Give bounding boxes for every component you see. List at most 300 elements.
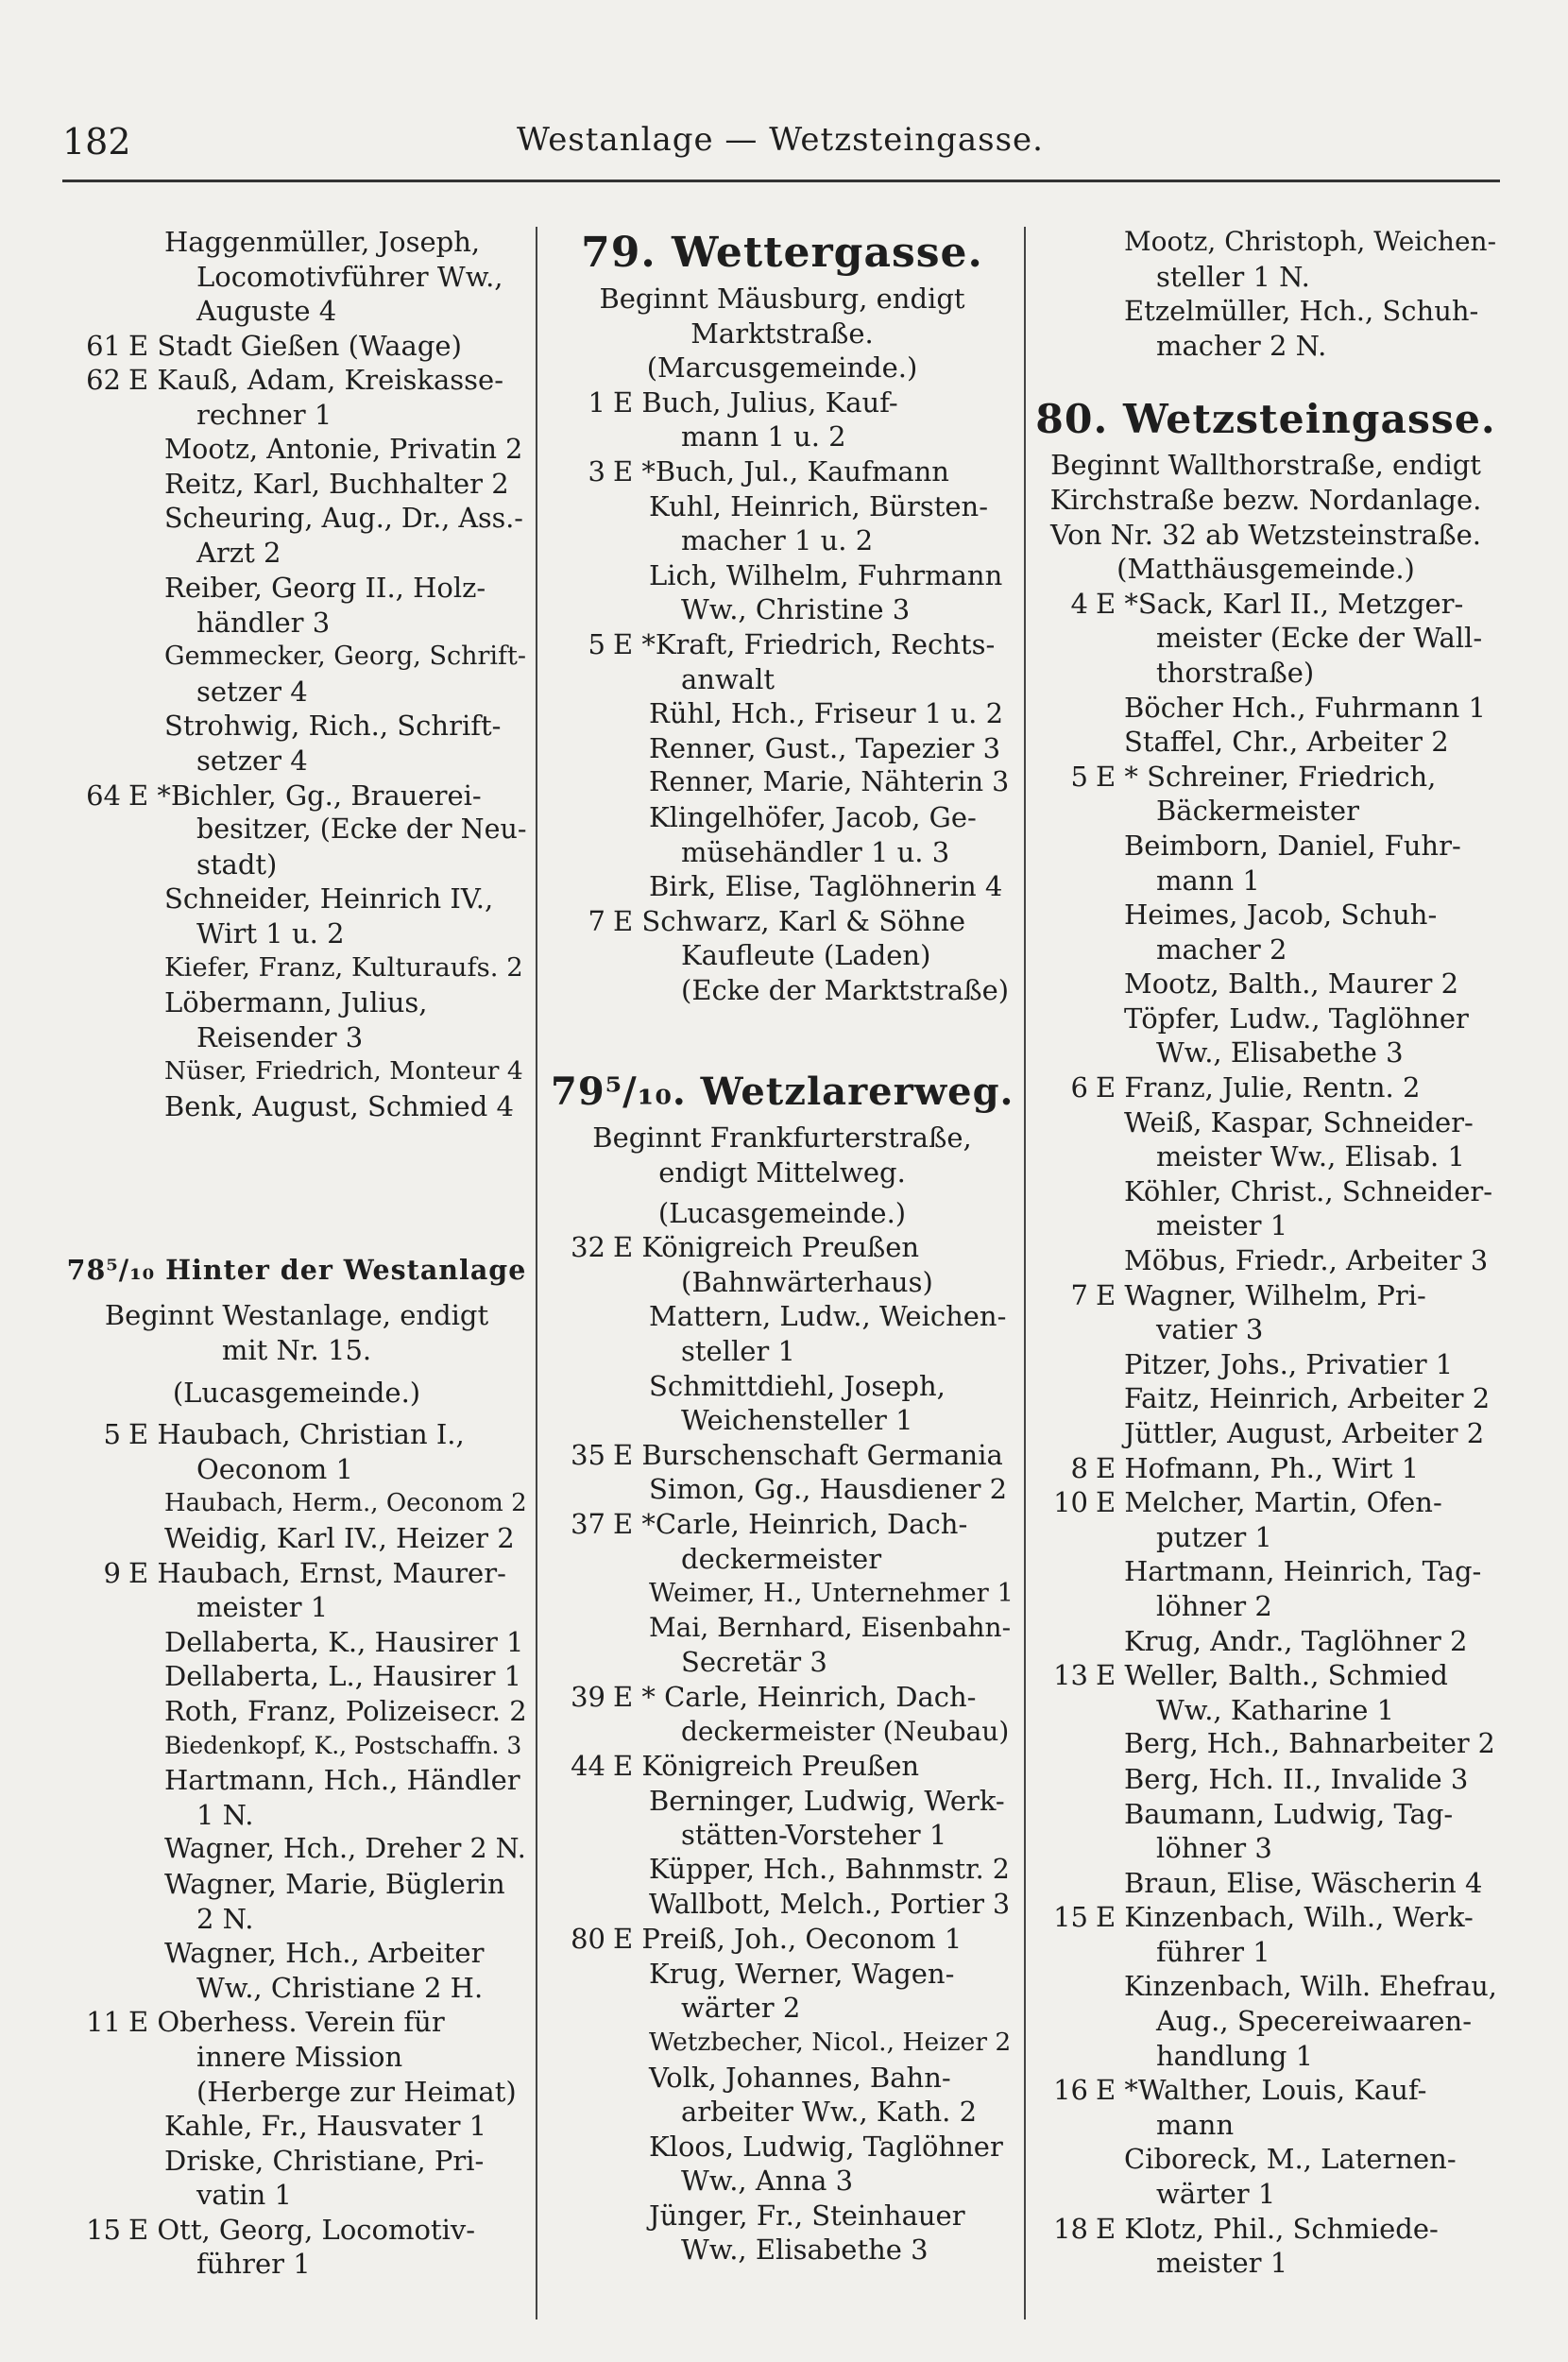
entry-text: E Schwarz, Karl & Söhne bbox=[613, 904, 966, 937]
entry-continuation bbox=[66, 2075, 527, 2110]
entry-text: besitzer, (Ecke der Neu- bbox=[196, 813, 527, 846]
resident-entry bbox=[551, 1611, 1014, 1646]
house-entry bbox=[1033, 587, 1498, 622]
street-description: Beginnt Mäusburg, endigt bbox=[599, 282, 965, 315]
entry-text: Nüser, Friedrich, Monteur 4 bbox=[164, 1056, 523, 1087]
entry-text: E Preiß, Joh., Oeconom 1 bbox=[613, 1923, 963, 1956]
entry-text: handlung 1 bbox=[1156, 2039, 1314, 2072]
house-entry bbox=[66, 363, 527, 398]
resident-entry bbox=[1033, 1416, 1498, 1451]
entry-text: Roth, Franz, Polizeisecr. 2 bbox=[164, 1694, 527, 1727]
entry-text: Schneider, Heinrich IV., bbox=[164, 882, 494, 916]
entry-text: mann 1 bbox=[1156, 864, 1260, 897]
resident-entry bbox=[1033, 725, 1498, 760]
entry-text: Beimborn, Daniel, Fuhr- bbox=[1124, 829, 1461, 862]
entry-text: Böcher Hch., Fuhrmann 1 bbox=[1124, 691, 1486, 724]
entry-text: meister Ww., Elisab. 1 bbox=[1156, 1140, 1465, 1173]
entry-text: arbeiter Ww., Kath. 2 bbox=[681, 2096, 978, 2129]
resident-entry bbox=[66, 985, 527, 1020]
entry-text: Scheuring, Aug., Dr., Ass.- bbox=[164, 502, 523, 534]
entry-text: Kloos, Ludwig, Taglöhner bbox=[649, 2130, 1003, 2163]
resident-entry bbox=[1033, 1381, 1498, 1416]
entry-text: E Kinzenbach, Wilh., Werk- bbox=[1096, 1901, 1474, 1934]
entry-continuation bbox=[551, 662, 1014, 697]
entry-continuation bbox=[66, 1798, 527, 1833]
entry-text: E *Buch, Jul., Kaufmann bbox=[613, 454, 949, 488]
entry-text: meister 1 bbox=[196, 1591, 329, 1624]
resident-entry bbox=[1033, 829, 1498, 864]
entry-text: Hartmann, Hch., Händler bbox=[164, 1764, 520, 1797]
house-entry bbox=[1033, 1070, 1498, 1105]
entry-text: E * Schreiner, Friedrich, bbox=[1096, 760, 1437, 793]
entry-text: Ww., Christiane 2 H. bbox=[196, 1971, 484, 2004]
resident-entry bbox=[1033, 1727, 1498, 1762]
entry-text: E Buch, Julius, Kauf- bbox=[613, 385, 898, 419]
entry-continuation bbox=[66, 847, 527, 882]
entry-continuation bbox=[551, 1403, 1014, 1438]
entry-continuation bbox=[1033, 1520, 1498, 1555]
entry-text: löhner 2 bbox=[1156, 1589, 1272, 1622]
resident-entry bbox=[66, 1521, 527, 1556]
resident-entry bbox=[1033, 1866, 1498, 1901]
entry-text: Gemmecker, Georg, Schrift- bbox=[164, 642, 526, 672]
entry-continuation bbox=[66, 813, 527, 847]
entry-continuation bbox=[1033, 1139, 1498, 1174]
street-description: Beginnt Frankfurterstraße, bbox=[592, 1121, 972, 1155]
resident-entry bbox=[551, 765, 1014, 800]
entry-text: macher 2 N. bbox=[1156, 329, 1327, 362]
entry-text: E * Carle, Heinrich, Dach- bbox=[613, 1680, 977, 1713]
entry-text: mann bbox=[1156, 2108, 1235, 2141]
entry-continuation bbox=[551, 1991, 1014, 2026]
entry-text: Weidig, Karl IV., Heizer 2 bbox=[164, 1522, 515, 1554]
entry-text: setzer 4 bbox=[196, 675, 308, 708]
entry-text: mann 1 u. 2 bbox=[681, 420, 846, 454]
house-entry bbox=[551, 1749, 1014, 1784]
entry-text: macher 1 u. 2 bbox=[681, 524, 874, 557]
resident-entry bbox=[551, 731, 1014, 766]
resident-entry bbox=[66, 1763, 527, 1798]
entry-text: Kahle, Fr., Hausvater 1 bbox=[164, 2110, 487, 2143]
entry-text: Dellaberta, K., Hausirer 1 bbox=[164, 1625, 524, 1658]
entry-continuation bbox=[66, 2247, 527, 2282]
entry-text: Ww., Anna 3 bbox=[681, 2165, 854, 2198]
house-entry bbox=[1033, 1451, 1498, 1486]
entry-text: Auguste 4 bbox=[196, 295, 337, 328]
entry-text: wärter 2 bbox=[681, 1992, 801, 2025]
resident-entry bbox=[66, 1659, 527, 1694]
resident-entry bbox=[551, 869, 1014, 904]
entry-text: Mootz, Balth., Maurer 2 bbox=[1124, 967, 1459, 1001]
resident-entry bbox=[551, 2026, 1014, 2061]
entry-text: Kaufleute (Laden) bbox=[681, 939, 931, 972]
house-number: 37 bbox=[571, 1508, 605, 1540]
entry-continuation bbox=[66, 398, 527, 433]
entry-text: Locomotivführer Ww., bbox=[196, 260, 503, 293]
entry-text: E Oberhess. Verein für bbox=[128, 2006, 445, 2039]
entry-text: Simon, Gg., Hausdiener 2 bbox=[649, 1473, 1008, 1506]
entry-text: Küpper, Hch., Bahnmstr. 2 bbox=[649, 1853, 1010, 1885]
entry-continuation bbox=[1033, 1831, 1498, 1866]
entry-text: händler 3 bbox=[196, 606, 331, 639]
entry-text: E Weller, Balth., Schmied bbox=[1096, 1659, 1448, 1692]
spacer bbox=[66, 1410, 527, 1417]
resident-entry bbox=[66, 1936, 527, 1971]
house-entry bbox=[551, 385, 1014, 420]
resident-entry bbox=[551, 696, 1014, 731]
resident-entry bbox=[551, 1784, 1014, 1819]
house-entry bbox=[551, 454, 1014, 489]
resident-entry bbox=[66, 467, 527, 502]
entry-text: macher 2 bbox=[1156, 933, 1287, 966]
resident-entry bbox=[551, 558, 1014, 593]
house-number: 1 bbox=[588, 385, 605, 419]
house-number: 5 bbox=[588, 627, 605, 660]
entry-continuation bbox=[1033, 794, 1498, 829]
resident-entry bbox=[66, 2109, 527, 2144]
entry-text: Wagner, Marie, Büglerin bbox=[164, 1867, 505, 1900]
house-number: 39 bbox=[571, 1680, 605, 1713]
house-number: 3 bbox=[588, 454, 605, 488]
entry-text: vatier 3 bbox=[1156, 1313, 1264, 1346]
entry-text: Weichensteller 1 bbox=[681, 1404, 913, 1437]
house-number: 13 bbox=[1053, 1659, 1088, 1692]
entry-continuation bbox=[66, 2178, 527, 2213]
entry-continuation bbox=[551, 419, 1014, 454]
house-number: 61 bbox=[86, 329, 121, 362]
resident-entry bbox=[551, 1957, 1014, 1992]
resident-entry bbox=[1033, 1347, 1498, 1382]
entry-continuation bbox=[1033, 1312, 1498, 1347]
entry-text: Möbus, Friedr., Arbeiter 3 bbox=[1124, 1244, 1489, 1277]
entry-text: steller 1 bbox=[681, 1335, 795, 1368]
entry-text: putzer 1 bbox=[1156, 1520, 1272, 1553]
resident-entry bbox=[551, 2061, 1014, 2096]
entry-text: (Herberge zur Heimat) bbox=[196, 2075, 517, 2108]
entry-continuation bbox=[66, 2040, 527, 2075]
column-divider bbox=[536, 227, 537, 2319]
resident-entry bbox=[1033, 691, 1498, 726]
column-left bbox=[66, 225, 527, 2282]
entry-text: Heimes, Jacob, Schuh- bbox=[1124, 899, 1438, 932]
entry-text: Benk, August, Schmied 4 bbox=[164, 1089, 514, 1122]
entry-continuation bbox=[66, 260, 527, 295]
resident-entry bbox=[1033, 294, 1498, 329]
entry-continuation bbox=[551, 835, 1014, 870]
entry-text: Berninger, Ludwig, Werk- bbox=[649, 1784, 1005, 1817]
house-number: 62 bbox=[86, 364, 121, 397]
entry-continuation bbox=[1033, 2177, 1498, 2212]
entry-text: E Wagner, Wilhelm, Pri- bbox=[1096, 1278, 1426, 1311]
entry-text: Reiber, Georg II., Holz- bbox=[164, 571, 486, 604]
entry-text: Klingelhöfer, Jacob, Ge- bbox=[649, 800, 977, 833]
header-rule bbox=[62, 180, 1500, 182]
entry-text: Wagner, Hch., Arbeiter bbox=[164, 1937, 485, 1970]
entry-continuation bbox=[66, 1590, 527, 1625]
spacer bbox=[66, 1123, 527, 1241]
house-entry bbox=[66, 779, 527, 813]
house-number: 44 bbox=[571, 1750, 605, 1783]
house-entry bbox=[66, 1417, 527, 1452]
entry-text: E Stadt Gießen (Waage) bbox=[128, 329, 462, 362]
house-number: 64 bbox=[86, 779, 121, 812]
entry-text: E Burschenschaft Germania bbox=[613, 1438, 1003, 1471]
spacer bbox=[1033, 363, 1498, 391]
entry-text: E Franz, Julie, Rentn. 2 bbox=[1096, 1071, 1421, 1104]
entry-text: führer 1 bbox=[1156, 1935, 1270, 1968]
entry-text: stadt) bbox=[196, 847, 278, 881]
entry-text: Staffel, Chr., Arbeiter 2 bbox=[1124, 726, 1449, 759]
resident-entry bbox=[551, 1576, 1014, 1611]
entry-text: Dellaberta, L., Hausirer 1 bbox=[164, 1660, 522, 1693]
resident-entry bbox=[1033, 1001, 1498, 1036]
entry-text: Secretär 3 bbox=[681, 1646, 827, 1679]
entry-text: Krug, Andr., Taglöhner 2 bbox=[1124, 1624, 1468, 1657]
entry-continuation bbox=[1033, 329, 1498, 364]
house-number: 15 bbox=[86, 2213, 121, 2246]
entry-continuation bbox=[551, 2233, 1014, 2268]
house-entry bbox=[1033, 2073, 1498, 2108]
entry-continuation bbox=[1033, 1036, 1498, 1070]
entry-text: Reitz, Karl, Buchhalter 2 bbox=[164, 468, 509, 501]
entry-text: Mootz, Antonie, Privatin 2 bbox=[164, 433, 523, 465]
entry-text: führer 1 bbox=[196, 2248, 311, 2281]
entry-text: (Bahnwärterhaus) bbox=[681, 1265, 933, 1298]
house-entry bbox=[551, 1680, 1014, 1715]
entry-text: Renner, Marie, Nähterin 3 bbox=[649, 766, 1010, 798]
resident-entry bbox=[66, 1832, 527, 1867]
entry-text: Mattern, Ludw., Weichen- bbox=[649, 1300, 1007, 1333]
resident-entry bbox=[1033, 225, 1498, 260]
resident-entry bbox=[551, 1888, 1014, 1923]
entry-text: Etzelmüller, Hch., Schuh- bbox=[1124, 295, 1479, 328]
entry-text: meister 1 bbox=[1156, 1209, 1288, 1242]
house-entry bbox=[551, 904, 1014, 939]
street-heading: 79⁵/₁₀. Wetzlarerweg. bbox=[551, 1070, 1014, 1115]
entry-continuation bbox=[1033, 260, 1498, 295]
entry-text: Baumann, Ludwig, Tag- bbox=[1124, 1797, 1454, 1830]
house-number: 80 bbox=[571, 1923, 605, 1956]
entry-text: Braun, Elise, Wäscherin 4 bbox=[1124, 1866, 1483, 1899]
entry-continuation bbox=[1033, 1208, 1498, 1243]
resident-entry bbox=[1033, 1243, 1498, 1278]
page-header bbox=[62, 121, 1498, 178]
entry-continuation bbox=[66, 294, 527, 329]
entry-text: E Melcher, Martin, Ofen- bbox=[1096, 1486, 1442, 1519]
entry-continuation bbox=[551, 1265, 1014, 1300]
entry-text: E *Bichler, Gg., Brauerei- bbox=[128, 779, 482, 812]
entry-text: Wetzbecher, Nicol., Heizer 2 bbox=[649, 2027, 1012, 2057]
entry-text: Volk, Johannes, Bahn- bbox=[649, 2061, 951, 2094]
entry-continuation bbox=[1033, 1589, 1498, 1624]
entry-continuation bbox=[1033, 2039, 1498, 2074]
entry-text: Berg, Hch. II., Invalide 3 bbox=[1124, 1762, 1469, 1795]
entry-text: E *Carle, Heinrich, Dach- bbox=[613, 1508, 968, 1540]
resident-entry bbox=[551, 1472, 1014, 1507]
entry-text: Biedenkopf, K., Postschaffn. 3 bbox=[164, 1731, 522, 1759]
street-heading: 79. Wettergasse. bbox=[581, 229, 983, 277]
entry-text: thorstraße) bbox=[1156, 656, 1315, 689]
house-entry bbox=[551, 627, 1014, 662]
entry-text: Köhler, Christ., Schneider- bbox=[1124, 1174, 1493, 1207]
entry-text: Strohwig, Rich., Schrift- bbox=[164, 710, 502, 743]
entry-continuation bbox=[551, 592, 1014, 627]
entry-text: stätten-Vorsteher 1 bbox=[681, 1819, 947, 1852]
column-right bbox=[1033, 225, 1498, 2281]
entry-text: E Klotz, Phil., Schmiede- bbox=[1096, 2212, 1439, 2245]
entry-text: Lich, Wilhelm, Fuhrmann bbox=[649, 558, 1003, 591]
house-number: 9 bbox=[103, 1556, 121, 1589]
entry-text: Arzt 2 bbox=[196, 537, 281, 570]
street-heading: 80. Wetzsteingasse. bbox=[1035, 396, 1496, 444]
resident-entry bbox=[1033, 1624, 1498, 1659]
house-number: 11 bbox=[86, 2006, 121, 2039]
entry-text: E Kauß, Adam, Kreiskasse- bbox=[128, 364, 503, 397]
resident-entry bbox=[551, 1299, 1014, 1334]
resident-entry bbox=[66, 881, 527, 916]
entry-text: Schmittdiehl, Joseph, bbox=[649, 1369, 946, 1402]
resident-entry bbox=[66, 709, 527, 744]
entry-continuation bbox=[66, 1902, 527, 1937]
resident-entry bbox=[66, 1867, 527, 1902]
resident-entry bbox=[66, 2144, 527, 2179]
street-description: (Lucasgemeinde.) bbox=[657, 1196, 907, 1229]
entry-text: Jüttler, August, Arbeiter 2 bbox=[1124, 1417, 1485, 1449]
entry-text: E Königreich Preußen bbox=[613, 1750, 920, 1783]
street-description: mit Nr. 15. bbox=[221, 1334, 372, 1367]
resident-entry bbox=[551, 489, 1014, 524]
entry-text: Löbermann, Julius, bbox=[164, 986, 428, 1019]
entry-text: E Haubach, Christian I., bbox=[128, 1418, 465, 1451]
entry-text: Bäckermeister bbox=[1156, 795, 1359, 828]
entry-text: Pitzer, Johs., Privatier 1 bbox=[1124, 1347, 1454, 1380]
resident-entry bbox=[1033, 2142, 1498, 2177]
entry-text: steller 1 N. bbox=[1156, 260, 1310, 293]
entry-text: setzer 4 bbox=[196, 744, 308, 777]
entry-text: Reisender 3 bbox=[196, 1020, 364, 1053]
street-description: Marktstraße. bbox=[690, 317, 874, 350]
entry-text: löhner 3 bbox=[1156, 1832, 1272, 1865]
entry-text: E Haubach, Ernst, Maurer- bbox=[128, 1556, 506, 1589]
entry-text: Berg, Hch., Bahnarbeiter 2 bbox=[1124, 1728, 1495, 1760]
entry-text: Aug., Specereiwaaren- bbox=[1156, 2005, 1473, 2038]
street-description: Kirchstraße bezw. Nordanlage. bbox=[1049, 483, 1482, 516]
entry-continuation bbox=[66, 536, 527, 571]
entry-text: Wallbott, Melch., Portier 3 bbox=[649, 1888, 1011, 1920]
running-title: Westanlage — Wetzsteingasse. bbox=[517, 121, 1044, 159]
resident-entry bbox=[1033, 1174, 1498, 1209]
spacer bbox=[66, 1368, 527, 1376]
house-number: 5 bbox=[1070, 760, 1088, 793]
resident-entry bbox=[66, 1089, 527, 1124]
entry-continuation bbox=[1033, 656, 1498, 691]
entry-continuation bbox=[66, 744, 527, 779]
house-entry bbox=[66, 2005, 527, 2040]
house-entry bbox=[1033, 1658, 1498, 1693]
house-number: 15 bbox=[1053, 1901, 1088, 1934]
entry-text: Ww., Elisabethe 3 bbox=[681, 2234, 929, 2267]
resident-entry bbox=[66, 1729, 527, 1764]
entry-text: Ww., Christine 3 bbox=[681, 593, 911, 626]
column-middle bbox=[551, 225, 1014, 2268]
street-heading: 78⁵/₁₀ Hinter der Westanlage bbox=[66, 1254, 527, 1287]
entry-text: meister 1 bbox=[1156, 2247, 1288, 2280]
entry-continuation bbox=[551, 1334, 1014, 1369]
resident-entry bbox=[66, 433, 527, 468]
entry-text: Renner, Gust., Tapezier 3 bbox=[649, 731, 1001, 764]
resident-entry bbox=[551, 800, 1014, 835]
entry-continuation bbox=[1033, 2246, 1498, 2281]
entry-continuation bbox=[551, 523, 1014, 558]
entry-continuation bbox=[551, 2164, 1014, 2199]
entry-continuation bbox=[66, 606, 527, 641]
resident-entry bbox=[1033, 1970, 1498, 2005]
entry-text: Krug, Werner, Wagen- bbox=[649, 1957, 955, 1990]
resident-entry bbox=[66, 1054, 527, 1089]
entry-continuation bbox=[66, 675, 527, 710]
house-entry bbox=[551, 1922, 1014, 1957]
entry-continuation bbox=[66, 1971, 527, 2006]
resident-entry bbox=[551, 2130, 1014, 2165]
entry-continuation bbox=[1033, 2004, 1498, 2039]
house-entry bbox=[551, 1230, 1014, 1265]
house-entry bbox=[1033, 2212, 1498, 2247]
entry-text: müsehändler 1 u. 3 bbox=[681, 835, 950, 868]
resident-entry bbox=[66, 1486, 527, 1521]
entry-text: E *Kraft, Friedrich, Rechts- bbox=[613, 627, 996, 660]
entry-text: Jünger, Fr., Steinhauer bbox=[649, 2199, 965, 2232]
entry-continuation bbox=[1033, 621, 1498, 656]
column-divider bbox=[1024, 227, 1026, 2319]
entry-text: rechner 1 bbox=[196, 398, 332, 431]
resident-entry bbox=[66, 950, 527, 985]
entry-continuation bbox=[1033, 2108, 1498, 2143]
street-description: Beginnt Westanlage, endigt bbox=[104, 1299, 489, 1332]
house-number: 7 bbox=[588, 904, 605, 937]
entry-text: Ww., Katharine 1 bbox=[1156, 1693, 1395, 1726]
entry-text: E Ott, Georg, Locomotiv- bbox=[128, 2213, 476, 2246]
house-entry bbox=[1033, 1485, 1498, 1520]
entry-text: Haggenmüller, Joseph, bbox=[164, 226, 481, 258]
resident-entry bbox=[1033, 967, 1498, 1001]
house-number: 35 bbox=[571, 1438, 605, 1471]
resident-entry bbox=[1033, 1554, 1498, 1589]
entry-continuation bbox=[551, 1645, 1014, 1680]
entry-continuation bbox=[551, 1818, 1014, 1853]
house-entry bbox=[1033, 1278, 1498, 1313]
house-entry bbox=[551, 1507, 1014, 1542]
entry-text: E Königreich Preußen bbox=[613, 1231, 920, 1264]
entry-text: E *Sack, Karl II., Metzger- bbox=[1096, 587, 1464, 620]
entry-text: Ciboreck, M., Laternen- bbox=[1124, 2143, 1457, 2176]
entry-continuation bbox=[1033, 933, 1498, 967]
resident-entry bbox=[66, 225, 527, 260]
house-number: 7 bbox=[1070, 1278, 1088, 1311]
street-description: (Lucasgemeinde.) bbox=[172, 1376, 421, 1409]
entry-text: innere Mission bbox=[196, 2040, 403, 2073]
entry-text: Birk, Elise, Taglöhnerin 4 bbox=[649, 870, 1003, 903]
resident-entry bbox=[1033, 1797, 1498, 1832]
entry-text: Mai, Bernhard, Eisenbahn- bbox=[649, 1611, 1012, 1643]
house-entry bbox=[551, 1438, 1014, 1473]
entry-text: Kiefer, Franz, Kulturaufs. 2 bbox=[164, 952, 523, 984]
street-description: Von Nr. 32 ab Wetzsteinstraße. bbox=[1050, 518, 1481, 551]
resident-entry bbox=[1033, 1762, 1498, 1797]
entry-text: Rühl, Hch., Friseur 1 u. 2 bbox=[649, 697, 1004, 730]
resident-entry bbox=[1033, 898, 1498, 933]
house-number: 32 bbox=[571, 1231, 605, 1264]
resident-entry bbox=[551, 2199, 1014, 2234]
